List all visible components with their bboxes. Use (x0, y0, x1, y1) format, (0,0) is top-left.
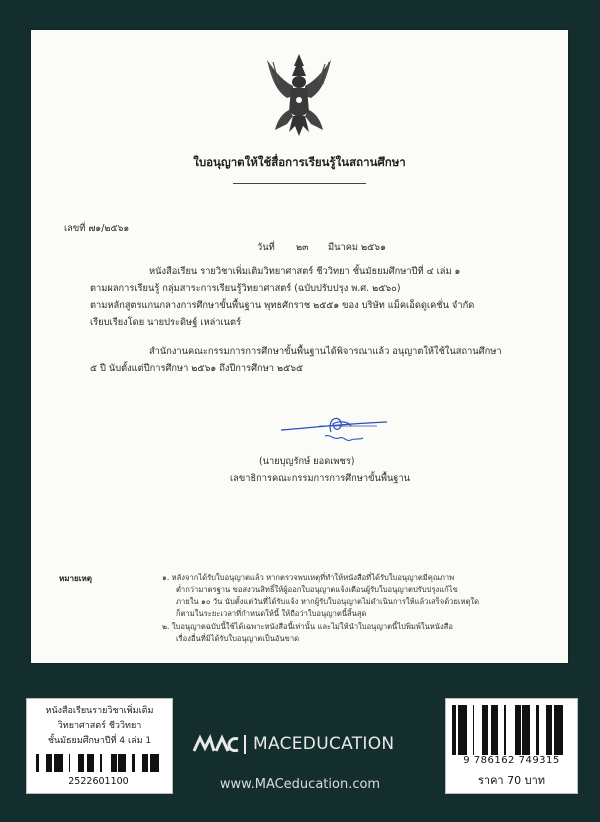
date-month-year: มีนาคม ๒๕๖๑ (328, 242, 386, 253)
sticker-line: หนังสือเรียนรายวิชาเพิ่มเติม (45, 706, 154, 716)
brand-name: MACEDUCATION (253, 734, 395, 754)
brand-divider (244, 735, 246, 754)
body-line: สำนักงานคณะกรรมการการศึกษาขั้นพื้นฐานได้พิจารณาแล้ว อนุญาตให้ใช้ในสถานศึกษา (149, 346, 502, 357)
sticker-line: ชั้นมัธยมศึกษาปีที่ 4 เล่ม 1 (47, 736, 152, 746)
isbn-number: 9 786162 749315 (463, 755, 560, 766)
signer-title: เลขาธิการคณะกรรมการการศึกษาขั้นพื้นฐาน (230, 473, 411, 484)
body-line: หนังสือเรียน รายวิชาเพิ่มเติมวิทยาศาสตร์ ชีววิทยา ชั้นมัธยมศึกษาปีที่ ๔ เล่ม ๑ (149, 266, 461, 277)
price-label: ราคา 70 บาท (477, 774, 546, 787)
sticker-line: วิทยาศาสตร์ ชีววิทยา (57, 721, 142, 731)
garuda-emblem-icon (263, 52, 335, 138)
body-line: ตามผลการเรียนรู้ กลุ่มสาระการเรียนรู้วิทยาศาสตร์ (ฉบับปรับปรุง พ.ศ. ๒๕๖๐) (90, 283, 401, 294)
mac-logo-icon (192, 734, 240, 754)
isbn-barcode-box (445, 698, 578, 794)
license-document (31, 30, 568, 663)
note-line: ๑. หลังจากได้รับใบอนุญาตแล้ว หากตรวจพบเหตุที่ทำให้หนังสือที่ได้รับใบอนุญาตมีคุณภาพ (162, 573, 455, 582)
signature-icon (279, 410, 389, 446)
document-title: ใบอนุญาตให้ใช้สื่อการเรียนรู้ในสถานศึกษา (193, 155, 406, 169)
body-line: เรียบเรียงโดย นายประดิษฐ์ เหล่าเนตร์ (90, 317, 242, 328)
note-line: ก็ตามในระยะเวลาที่กำหนดให้นี้ ให้ถือว่าใบอนุญาตนี้สิ้นสุด (176, 609, 367, 618)
date-day: ๒๓ (296, 242, 309, 253)
sticker-code: 2522601100 (68, 776, 129, 787)
note-line: ๒. ใบอนุญาตฉบับนี้ใช้ได้เฉพาะหนังสือนี้เท่านั้น และไม่ให้นำใบอนุญาตนี้ไปพิมพ์ในหนังสือ (162, 622, 453, 631)
note-line: ภายใน ๑๐ วัน นับตั้งแต่วันที่ได้รับแจ้ง หากผู้รับใบอนุญาตไม่ดำเนินการให้แล้วเสร็จด้วยเหตุใด (176, 597, 480, 606)
note-line: ต่ำกว่ามาตรฐาน ขอสงวนสิทธิ์ให้ผู้ออกใบอนุญาตแจ้งเตือนผู้รับใบอนุญาตปรับปรุงแก้ไข (176, 585, 458, 594)
title-underline (233, 183, 366, 184)
website-url[interactable]: www.MACeducation.com (219, 777, 381, 792)
publisher-brand (192, 733, 394, 755)
isbn-barcode (452, 705, 570, 755)
date-label: วันที่ (257, 242, 275, 253)
notes-label: หมายเหตุ (59, 574, 92, 583)
body-line: ๕ ปี นับตั้งแต่ปีการศึกษา ๒๕๖๑ ถึงปีการศึกษา ๒๕๖๕ (90, 363, 304, 374)
note-line: เรื่องอื่นที่มิได้รับใบอนุญาตเป็นอันขาด (176, 634, 300, 643)
sticker-barcode (36, 754, 159, 772)
signer-name: (นายบุญรักษ์ ยอดเพชร) (259, 456, 355, 467)
body-line: ตามหลักสูตรแกนกลางการศึกษาขั้นพื้นฐาน พุทธศักราช ๒๕๕๑ ของ บริษัท แม็คเอ็ดดูเคชั่น จำกัด (90, 300, 475, 311)
license-number: เลขที่ ๗๑/๒๕๖๑ (64, 223, 130, 234)
